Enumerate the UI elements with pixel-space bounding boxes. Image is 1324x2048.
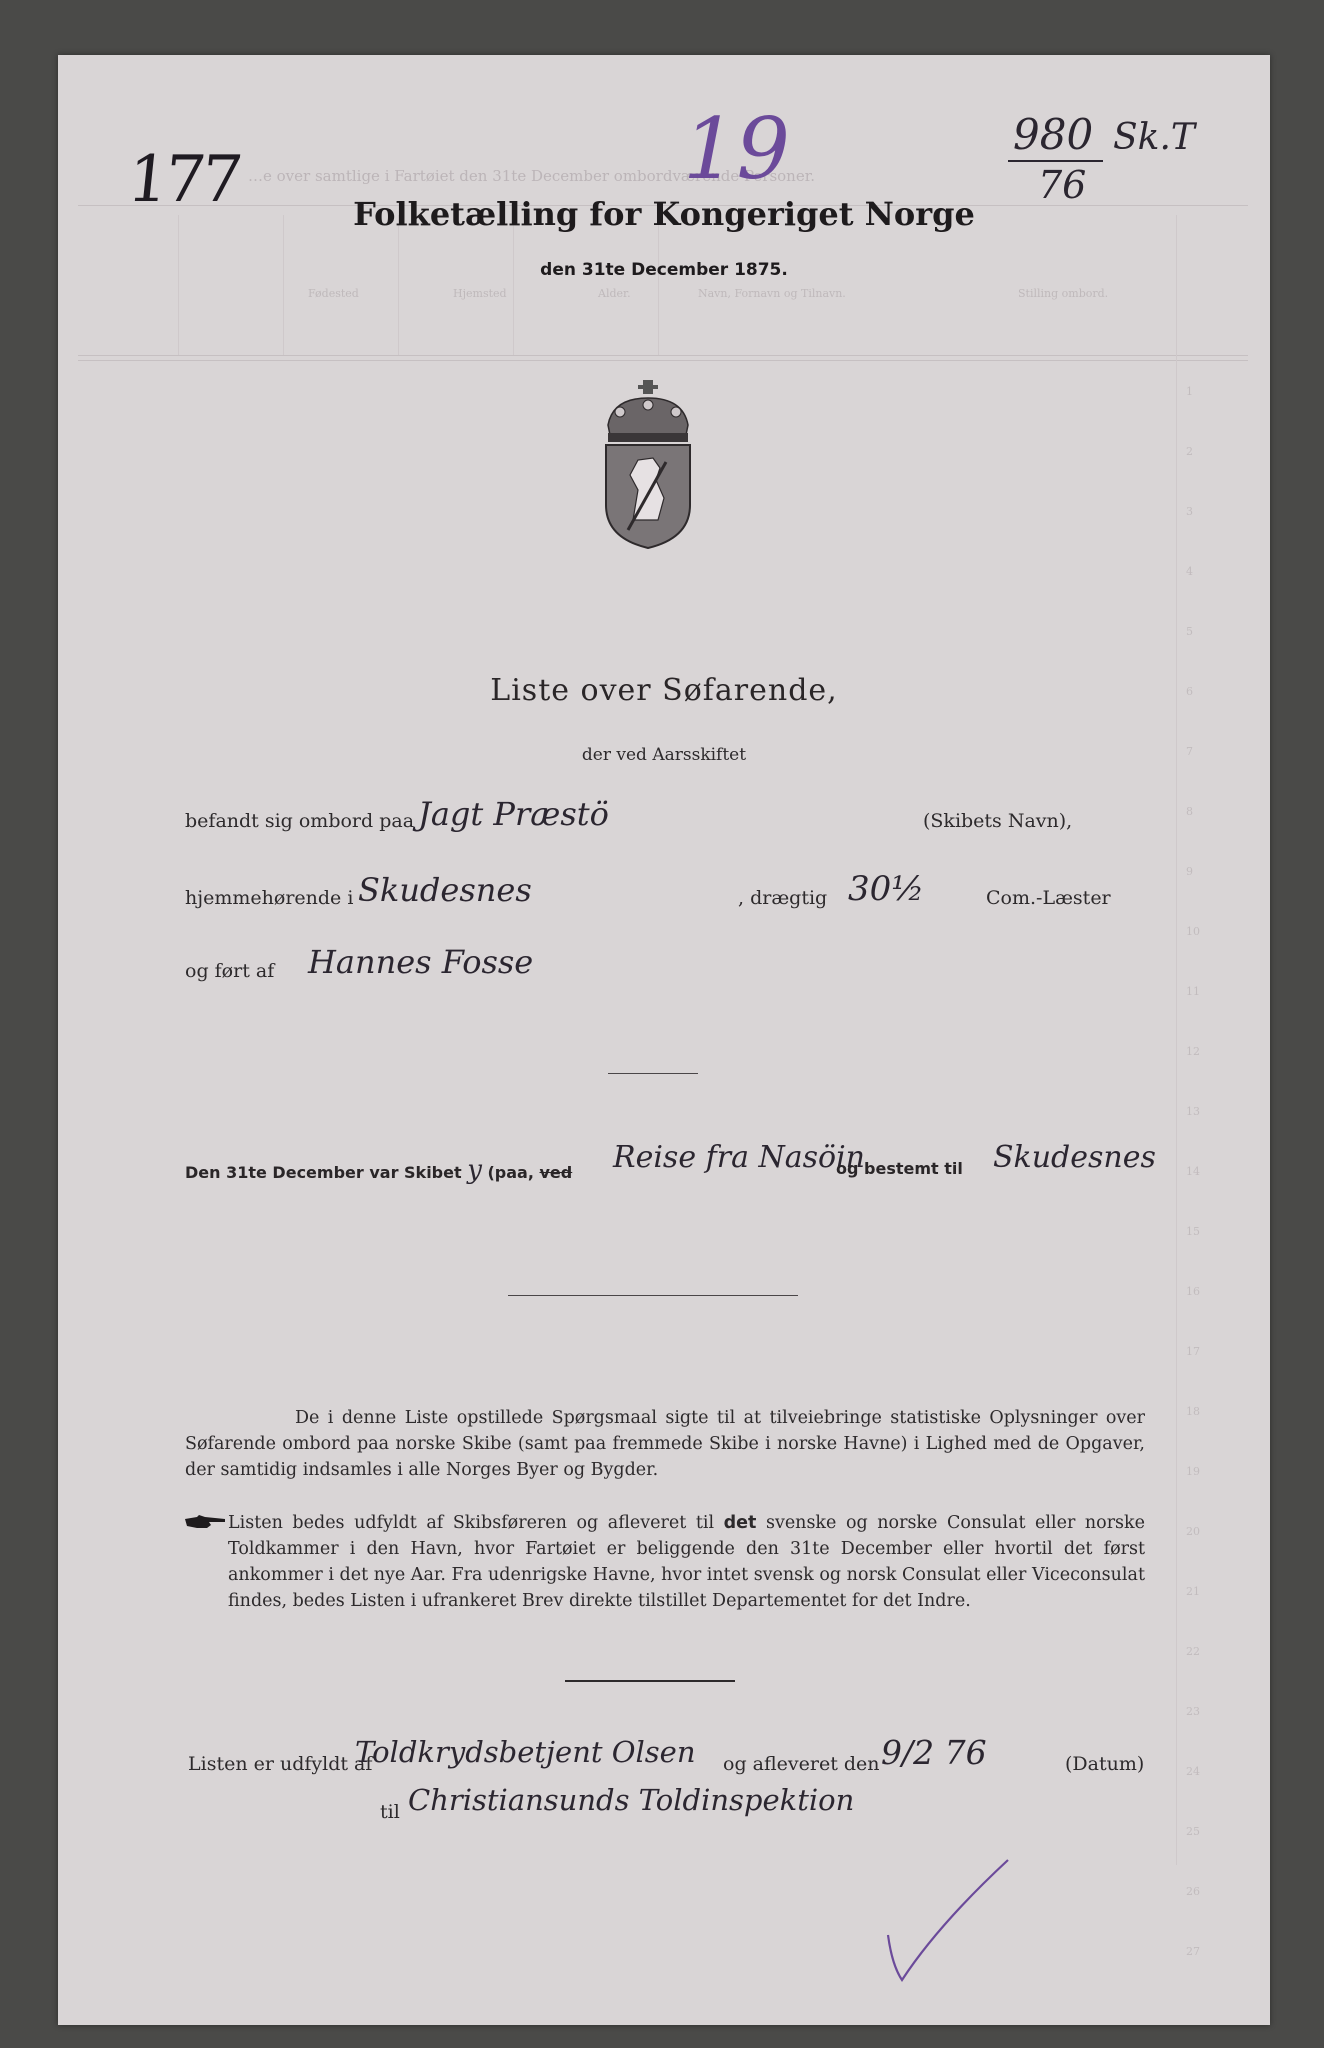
- bleed-through-row-number: 17: [1186, 1345, 1200, 1358]
- voyage-mark-field[interactable]: y: [467, 1155, 482, 1185]
- bleed-through-row-number: 2: [1186, 445, 1193, 458]
- to-field[interactable]: Christiansunds Toldinspektion: [408, 1783, 855, 1817]
- voyage-line: [185, 1155, 572, 1185]
- tonnage-suffix: Com.-Læster: [986, 887, 1111, 909]
- captain-field[interactable]: Hannes Fosse: [308, 943, 534, 981]
- destination-field[interactable]: Skudesnes: [993, 1140, 1156, 1175]
- bleed-through-column: [513, 215, 514, 355]
- form-heading: Liste over Søfarende,: [490, 673, 838, 708]
- bleed-through-column: [398, 215, 399, 355]
- instructions-paragraph-2: [228, 1510, 1145, 1614]
- reference-number-bottom: 76: [1038, 163, 1087, 207]
- census-form-page: [58, 55, 1270, 2025]
- bleed-through-row-number: 16: [1186, 1285, 1200, 1298]
- instructions-text: svenske og norske Consulat eller norske Toldkammer i den Havn, hvor Fartøiet er beliggende den 31te December eller hvortil det først ankommer i det nye Aar. Fra udenrigske Havne, hvor intet svensk og norsk Consulat eller Viceconsulat findes, bedes Listen i ufrankeret Brev direkte tilstillet Departementet for det Indre.: [228, 1513, 1145, 1611]
- bleed-through-col-header: Alder.: [598, 287, 631, 300]
- bleed-through-heading: …e over samtlige i Fartøiet den 31te December ombordværende Personer.: [248, 167, 815, 185]
- bleed-through-row-number: 14: [1186, 1165, 1200, 1178]
- bleed-through-row-number: 19: [1186, 1465, 1200, 1478]
- bleed-through-row-number: 20: [1186, 1525, 1200, 1538]
- document-date: den 31te December 1875.: [540, 260, 788, 280]
- bleed-through-row-number: 24: [1186, 1765, 1200, 1778]
- reference-suffix: Sk.T: [1113, 117, 1195, 158]
- to-prefix: til: [380, 1801, 400, 1823]
- bleed-through-row-number: 21: [1186, 1585, 1200, 1598]
- voyage-field[interactable]: Reise fra Nasöin: [613, 1140, 865, 1175]
- bleed-through-row-number: 10: [1186, 925, 1200, 938]
- form-intro: der ved Aarsskiftet: [581, 745, 747, 765]
- voyage-ved-struck: ved: [539, 1163, 573, 1182]
- bleed-through-row-number: 15: [1186, 1225, 1200, 1238]
- instructions-text: Listen bedes udfyldt af Skibsføreren og afleveret til: [228, 1513, 724, 1533]
- ship-line-prefix: befandt sig ombord paa: [185, 810, 415, 832]
- bleed-through-row-number: 9: [1186, 865, 1193, 878]
- bleed-through-row-number: 13: [1186, 1105, 1200, 1118]
- bleed-through-row-number: 12: [1186, 1045, 1200, 1058]
- divider: [508, 1295, 798, 1296]
- bleed-through-col-header: Fødested: [308, 287, 359, 300]
- bleed-through-col-header: Stilling ombord.: [1018, 287, 1109, 300]
- bleed-through-row-number: 22: [1186, 1645, 1200, 1658]
- bleed-through-rule: [78, 355, 1248, 356]
- bleed-through-row-number: 27: [1186, 1945, 1200, 1958]
- left-margin-number: 177: [124, 143, 243, 217]
- captain-prefix: og ført af: [185, 960, 275, 982]
- filled-by-field[interactable]: Toldkrydsbetjent Olsen: [355, 1735, 696, 1769]
- coat-of-arms-icon: [598, 380, 698, 550]
- instructions-emphasis: det: [723, 1513, 757, 1533]
- divider: [608, 1073, 698, 1074]
- bleed-through-row-number: 25: [1186, 1825, 1200, 1838]
- date-field[interactable]: 9/2 76: [881, 1733, 987, 1772]
- voyage-mid: og bestemt til: [836, 1159, 963, 1178]
- bleed-through-rule: [78, 360, 1248, 361]
- bleed-through-col-header: Navn, Fornavn og Tilnavn.: [698, 287, 846, 300]
- bleed-through-row-number: 26: [1186, 1885, 1200, 1898]
- tonnage-prefix: , drægtig: [738, 887, 828, 909]
- bleed-through-column: [283, 215, 284, 355]
- bleed-through-column: [1176, 215, 1177, 1865]
- bleed-through-row-number: 1: [1186, 385, 1193, 398]
- bleed-through-row-number: 6: [1186, 685, 1193, 698]
- home-port-prefix: hjemmehørende i: [185, 887, 354, 909]
- reference-fraction-bar: [1008, 160, 1103, 162]
- instructions-text: De i denne Liste opstillede Spørgsmaal sigte til at tilveiebringe statistiske Oplysninger over Søfarende ombord paa norske Skibe (samt paa fremmede Skibe i norske Havne) i Lighed med de Opgaver, der samtidig indsamles i alle Norges Byer og Bygder.: [185, 1408, 1145, 1480]
- divider: [565, 1680, 735, 1682]
- bleed-through-column: [658, 215, 659, 355]
- check-mark-icon: [878, 1855, 1078, 1995]
- bleed-through-row-number: 18: [1186, 1405, 1200, 1418]
- bleed-through-row-number: 23: [1186, 1705, 1200, 1718]
- instructions-paragraph-1: [185, 1405, 1145, 1483]
- bleed-through-row-number: 4: [1186, 565, 1193, 578]
- voyage-prefix: Den 31te December var Skibet: [185, 1163, 462, 1182]
- bleed-through-row-number: 11: [1186, 985, 1200, 998]
- pointing-hand-icon: [183, 1513, 227, 1531]
- bleed-through-column: [178, 215, 179, 355]
- home-port-field[interactable]: Skudesnes: [358, 871, 532, 909]
- bleed-through-row-number: 5: [1186, 625, 1193, 638]
- bleed-through-row-number: 7: [1186, 745, 1193, 758]
- document-title: Folketælling for Kongeriget Norge: [353, 195, 975, 233]
- tonnage-field[interactable]: 30½: [848, 869, 925, 909]
- date-label: (Datum): [1065, 1753, 1145, 1775]
- bleed-through-row-number: 3: [1186, 505, 1193, 518]
- filled-by-prefix: Listen er udfyldt af: [188, 1753, 373, 1775]
- bleed-through-row-number: 8: [1186, 805, 1193, 818]
- delivered-prefix: og afleveret den: [723, 1753, 880, 1775]
- bleed-through-col-header: Hjemsted: [453, 287, 507, 300]
- ship-name-field[interactable]: Jagt Præstö: [418, 795, 609, 833]
- center-page-number: 19: [683, 100, 790, 198]
- voyage-paa: (paa,: [487, 1163, 534, 1182]
- reference-number-top: 980: [1013, 110, 1094, 159]
- ship-line-suffix: (Skibets Navn),: [923, 810, 1073, 832]
